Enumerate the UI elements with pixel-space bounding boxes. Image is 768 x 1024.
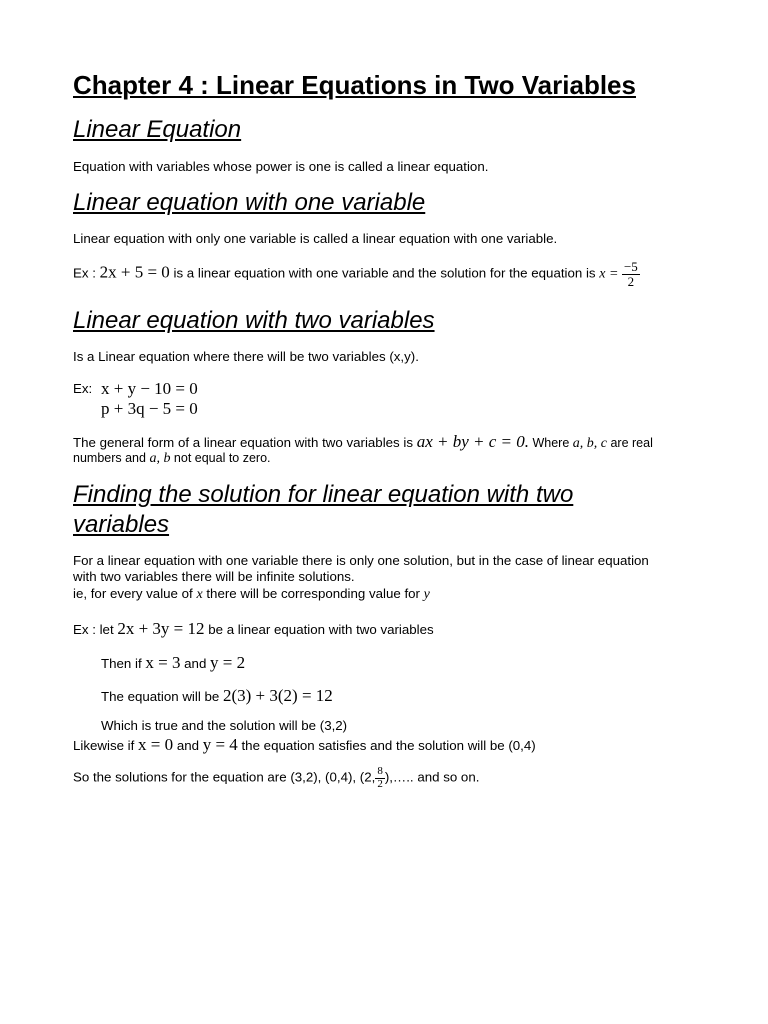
likewise-x-value: x = 0 — [138, 735, 174, 754]
variable-x: x — [196, 587, 203, 602]
likewise-conclusion: the equation satisfies and the solution will be (0,4) — [237, 738, 536, 753]
example-equation-1: x + y − 10 = 0 — [101, 379, 198, 398]
equation-will-be-text: The equation will be — [101, 689, 223, 704]
one-variable-definition: Linear equation with only one variable is called a linear equation with one variable. — [73, 231, 558, 246]
then-if-text: Then if — [101, 656, 146, 671]
general-form-text: The general form of a linear equation with two variables is — [73, 435, 417, 450]
then-y-value: y = 2 — [210, 653, 246, 672]
two-variable-example — [73, 619, 434, 639]
substituted-equation: 2(3) + 3(2) = 12 — [222, 686, 333, 705]
example-equation-2: p + 3q − 5 = 0 — [101, 399, 198, 418]
summary-fraction-numerator: 8 — [377, 765, 383, 777]
fraction-denominator: 2 — [627, 273, 635, 289]
solution-variable: x = — [599, 266, 622, 282]
heading-two-variables: Linear equation with two variables — [73, 307, 435, 334]
one-variable-example — [73, 260, 640, 288]
linear-equation-definition: Equation with variables whose power is one is called a linear equation. — [73, 159, 489, 174]
solutions-summary-line — [73, 766, 479, 790]
general-form-line-2 — [73, 451, 271, 467]
example-equation-2x3y: 2x + 3y = 12 — [117, 619, 205, 638]
solutions-paragraph-line-2: with two variables there will be infinite solutions. — [73, 569, 355, 584]
true-solution-line: Which is true and the solution will be (3,2) — [101, 718, 348, 733]
example-let: Ex : let — [73, 622, 118, 637]
example-prefix: Ex : — [73, 265, 100, 281]
solution-fraction — [622, 260, 640, 288]
heading-finding-solution-line-2: variables — [73, 511, 170, 538]
general-form-line-1 — [73, 432, 653, 452]
solutions-summary-text: So the solutions for the equation are (3,2), (0,4), (2, — [73, 769, 376, 785]
then-x-value: x = 3 — [145, 653, 181, 672]
general-form-not-zero: not equal to zero. — [170, 451, 271, 465]
example-text: is a linear equation with one variable and the solution for the equation is — [169, 265, 600, 281]
example-description: be a linear equation with two variables — [204, 622, 434, 637]
fraction-numerator: −5 — [623, 259, 638, 274]
likewise-line — [73, 735, 536, 755]
example-equation: 2x + 5 = 0 — [99, 262, 170, 282]
solutions-paragraph-line-1: For a linear equation with one variable there is only one solution, but in the case of linear equation — [73, 553, 649, 568]
two-variables-example-label: Ex: — [73, 381, 93, 396]
heading-linear-equation: Linear Equation — [73, 116, 242, 143]
two-variables-definition: Is a Linear equation where there will be two variables (x,y). — [73, 349, 419, 364]
general-form-where: Where — [529, 436, 573, 450]
general-form-coefficients: a, b, c — [572, 436, 607, 451]
summary-fraction — [375, 766, 385, 790]
general-form-ab: a, b — [149, 451, 171, 466]
then-if-line — [101, 653, 245, 673]
equation-will-be-line — [101, 686, 333, 706]
corresponding-values-line — [73, 586, 430, 603]
corresponding-text-1: ie, for every value of — [73, 586, 197, 601]
corresponding-text-2: there will be corresponding value for — [202, 586, 424, 601]
summary-fraction-denominator: 2 — [377, 777, 383, 790]
variable-y: y — [423, 587, 430, 602]
heading-finding-solution-line-1: Finding the solution for linear equation with two — [73, 481, 574, 508]
heading-one-variable: Linear equation with one variable — [73, 189, 426, 216]
solutions-summary-end: ),….. and so on. — [384, 769, 480, 785]
page-title: Chapter 4 : Linear Equations in Two Variables — [73, 70, 636, 100]
general-form-real: are real — [606, 436, 653, 450]
general-form-equation: ax + by + c = 0. — [416, 432, 529, 451]
likewise-and: and — [173, 738, 203, 753]
then-and: and — [180, 656, 211, 671]
general-form-numbers: numbers and — [73, 451, 150, 465]
likewise-text: Likewise if — [73, 738, 139, 753]
likewise-y-value: y = 4 — [202, 735, 238, 754]
